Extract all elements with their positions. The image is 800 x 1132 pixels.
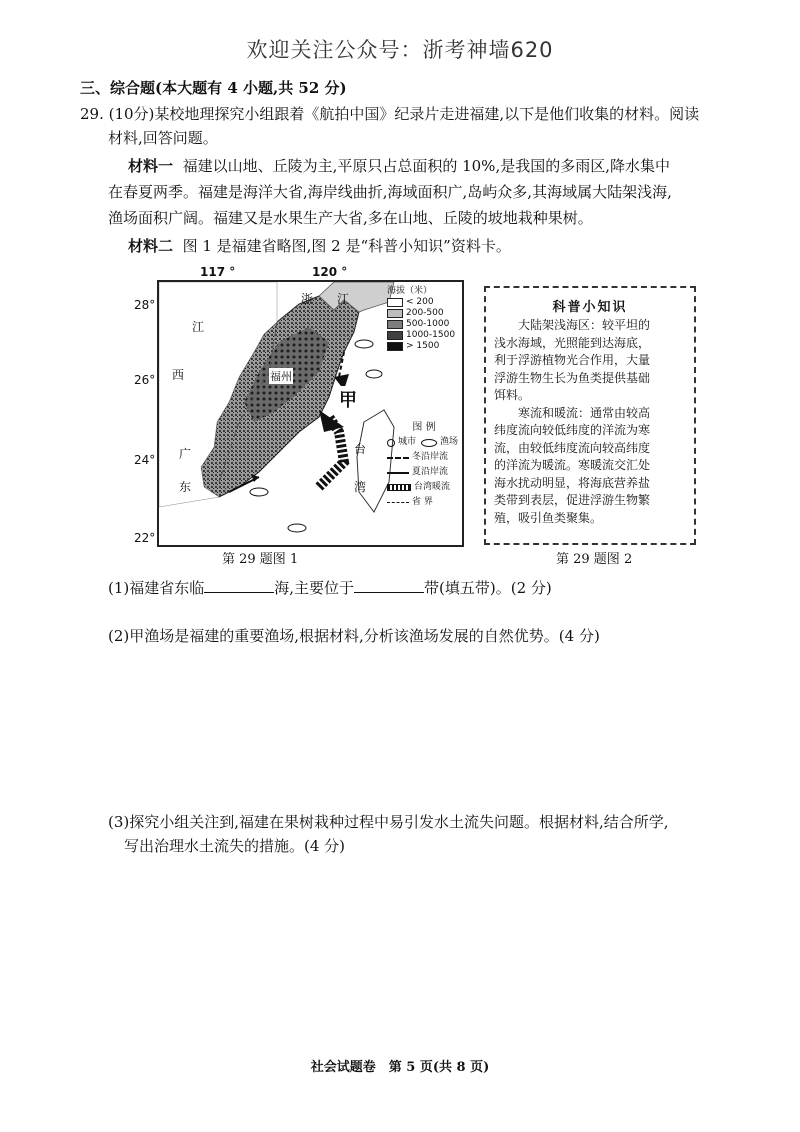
label-jiang-top: 江 xyxy=(337,292,350,306)
lat-label-26: 26° xyxy=(134,373,156,387)
fig2-caption: 第 29 题图 2 xyxy=(556,552,633,567)
answer-blank-zone[interactable] xyxy=(354,578,424,593)
material1-line1 xyxy=(128,154,670,178)
watermark-header: 欢迎关注公众号：浙考神墙620 xyxy=(246,38,554,62)
knowledge-card xyxy=(484,286,696,545)
material1-line2: 在春夏两季。福建是海洋大省,海岸线曲折,海域面积广,岛屿众多,其海域属大陆架浅海, xyxy=(108,183,672,201)
section-title: 三、综合题(本大题有 4 小题,共 52 分) xyxy=(80,79,347,97)
legend-warm-current: 台湾暖流 xyxy=(414,482,451,492)
lat-label-22: 22° xyxy=(134,531,156,545)
material1-line3: 渔场面积广阔。福建又是水果生产大省,多在山地、丘陵的坡地栽种果树。 xyxy=(108,209,593,227)
elevation-level-2: 200-500 xyxy=(406,308,444,318)
card-line-8: 流，由较低纬度流向较高纬度 xyxy=(494,440,651,455)
card-line-3: 利于浮游植物光合作用，大量 xyxy=(494,353,651,367)
summer-current-icon xyxy=(387,472,409,474)
label-fuzhou: 福州 xyxy=(270,370,292,383)
warm-current-icon xyxy=(387,484,411,491)
label-tai: 台 xyxy=(354,442,367,456)
elevation-title: 海拔（米） xyxy=(387,286,433,296)
legend-province-border: 省 界 xyxy=(412,497,433,507)
elevation-swatch-4 xyxy=(387,331,403,340)
lat-label-28: 28° xyxy=(134,298,156,312)
knowledge-card-body xyxy=(486,315,694,527)
elevation-swatch-2 xyxy=(387,309,403,318)
elevation-legend xyxy=(387,286,459,352)
legend-fishing-ground: 渔场 xyxy=(440,437,459,447)
q29-intro-line1: 29. (10分)某校地理探究小组跟着《航拍中国》纪录片走进福建,以下是他们收集的材料。阅读 xyxy=(80,105,700,123)
elevation-level-5: > 1500 xyxy=(406,341,440,351)
elevation-level-1: < 200 xyxy=(406,297,434,307)
elevation-swatch-5 xyxy=(387,342,403,351)
label-jiang-left: 江 xyxy=(192,320,205,334)
legend-city: 城市 xyxy=(398,437,417,447)
label-jia: 甲 xyxy=(339,386,357,412)
fig1-caption: 第 29 题图 1 xyxy=(222,552,299,567)
province-border-icon xyxy=(387,502,409,503)
card-line-6: 寒流和暖流：通常由较高 xyxy=(518,405,651,420)
card-line-11: 类带到表层，促进浮游生物繁 xyxy=(494,493,651,507)
card-line-7: 纬度流向较低纬度的洋流为寒 xyxy=(494,423,651,437)
material1-text: 福建以山地、丘陵为主,平原只占总面积的 10%,是我国的多雨区,降水集中 xyxy=(182,157,670,175)
label-zhe: 浙 xyxy=(301,292,314,306)
material2-label: 材料二 xyxy=(128,237,174,255)
card-line-5: 饵料。 xyxy=(494,388,531,402)
subquestion-3-line1: (3)探究小组关注到,福建在果树栽种过程中易引发水土流失问题。根据材料,结合所学, xyxy=(108,813,669,831)
subquestion-3-line2: 写出治理水土流失的措施。(4 分) xyxy=(124,837,346,855)
legend-winter-current: 冬沿岸流 xyxy=(412,452,449,462)
sub1-part-b: 海,主要位于 xyxy=(274,579,355,597)
card-line-12: 殖，吸引鱼类聚集。 xyxy=(494,510,603,525)
card-line-2: 浅水海域，光照能到达海底， xyxy=(494,335,651,350)
answer-area-3[interactable] xyxy=(108,866,708,1046)
legend-summer-current: 夏沿岸流 xyxy=(412,467,449,477)
elevation-level-3: 500-1000 xyxy=(406,319,450,329)
legend-title: 图 例 xyxy=(412,422,436,433)
fishing-ground-icon xyxy=(421,439,437,447)
label-xi: 西 xyxy=(172,368,185,382)
label-dong: 东 xyxy=(179,480,192,494)
fujian-map xyxy=(157,280,464,547)
lat-label-24: 24° xyxy=(134,453,156,467)
material2-text: 图 1 是福建省略图,图 2 是“科普小知识”资料卡。 xyxy=(182,237,511,255)
knowledge-card-title: 科普小知识 xyxy=(552,300,628,315)
card-line-4: 浮游生物生长为鱼类提供基础 xyxy=(494,370,651,385)
city-icon xyxy=(387,439,395,447)
subquestion-2: (2)甲渔场是福建的重要渔场,根据材料,分析该渔场发展的自然优势。(4 分) xyxy=(108,627,600,645)
sub1-part-c: 带(填五带)。(2 分) xyxy=(424,579,552,597)
card-line-9: 的洋流为暖流。寒暖流交汇处 xyxy=(494,458,651,472)
label-wan: 湾 xyxy=(354,480,367,494)
elevation-swatch-1 xyxy=(387,298,403,307)
sub1-part-a: (1)福建省东临 xyxy=(108,579,205,597)
elevation-swatch-3 xyxy=(387,320,403,329)
winter-current-icon xyxy=(387,457,409,459)
label-guang: 广 xyxy=(179,447,192,461)
subquestion-1 xyxy=(108,576,552,600)
answer-blank-sea[interactable] xyxy=(204,578,274,593)
card-line-10: 海水扰动明显，将海底营养盐 xyxy=(494,475,651,490)
material1-label: 材料一 xyxy=(128,157,174,175)
answer-area-2[interactable] xyxy=(108,654,708,794)
lon-label-120: 120 ° xyxy=(312,265,348,279)
material2-line xyxy=(128,234,511,258)
lon-label-117: 117 ° xyxy=(200,265,236,279)
q29-intro-line2: 材料,回答问题。 xyxy=(108,129,218,147)
elevation-level-4: 1000-1500 xyxy=(406,330,456,340)
map-legend xyxy=(387,420,461,510)
page-footer: 社会试题卷 第 5 页(共 8 页) xyxy=(310,1060,490,1075)
card-line-1: 大陆架浅海区：较平坦的 xyxy=(518,318,651,332)
